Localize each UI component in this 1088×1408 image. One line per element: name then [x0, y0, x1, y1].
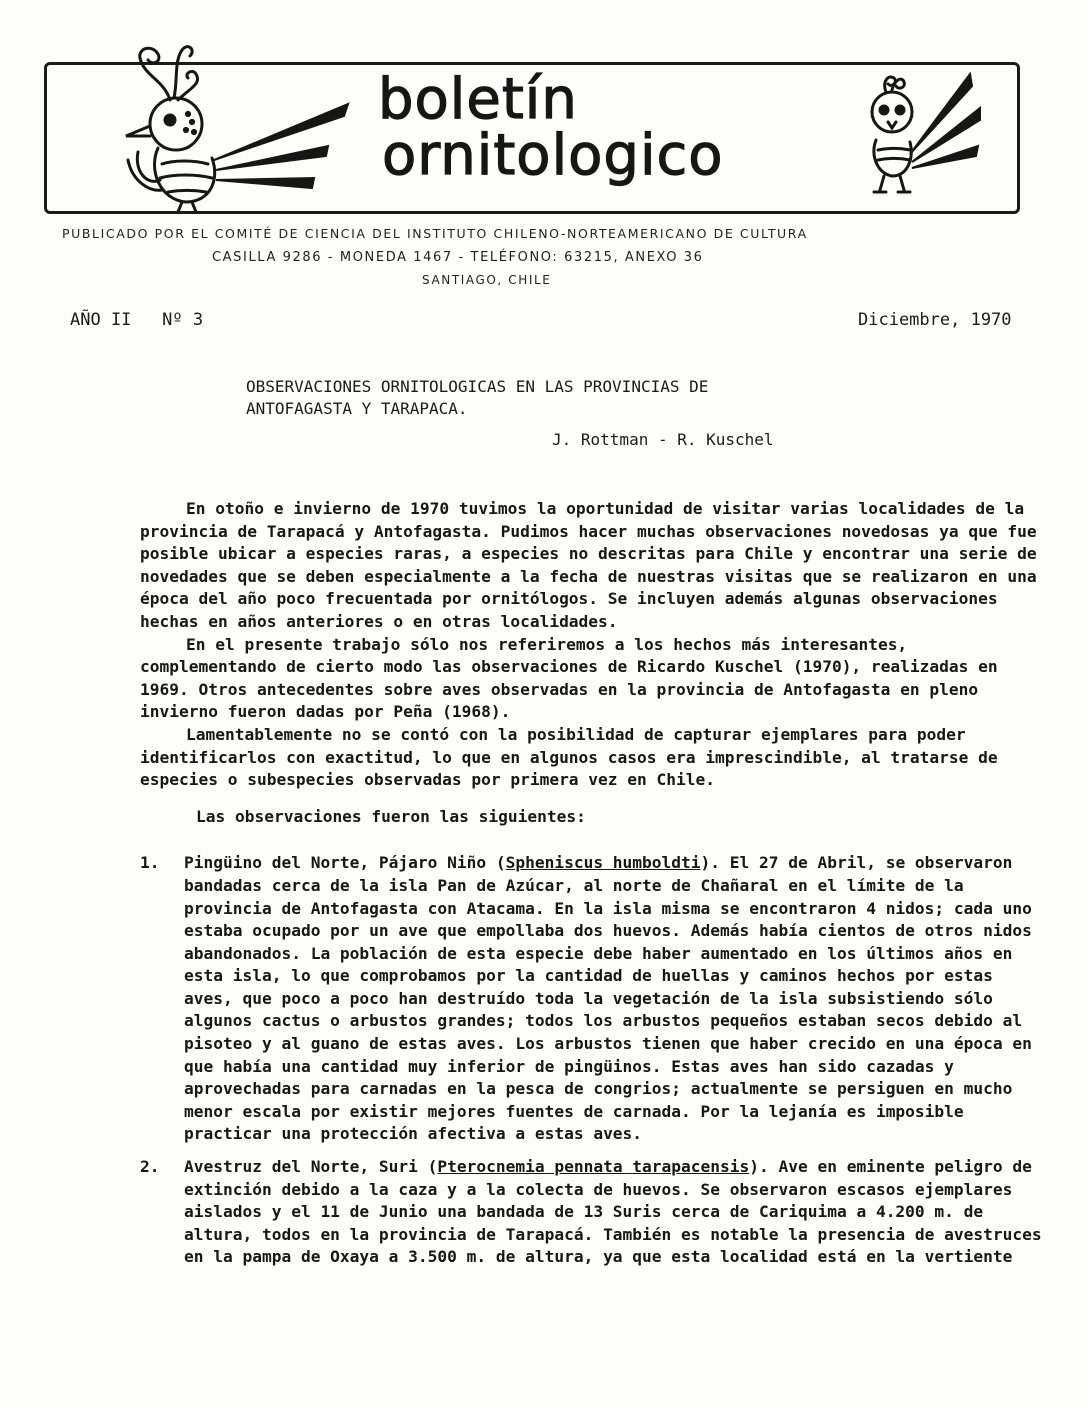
list-item — [140, 852, 1050, 1146]
list-item-text-post: ). El 27 de Abril, se observaron bandadas cerca de la isla Pan de Azúcar, al norte de Chañaral en el límite de la provincia de Antofagasta con Atacama. En la isla misma se encontraron 4 nidos; cada uno estaba ocupado por un ave que empollaba dos huevos. Además había cientos de otros nidos abandonados. La población de esta especie debe haber aumentado en los últimos años en esta isla, lo que comprobamos por la cantidad de huellas y caminos hechos por estas aves, que poco a poco han destruído toda la vegetación de la isla subsistiendo sólo algunos cactus o arbustos grandes; todos los arbustos pequeños estaban secos debido al pisoteo y al guano de estas aves. Los arbustos tienen que haber crecido en una época en que había una cantidad muy inferior de pingüinos. Estas aves han sido cazadas y aprovechadas para carnadas en la pesca de congrios; actualmente se persiguen en mucho menor escala por existir mejores fuentes de carnada. Por la lejanía es imposible practicar una protección afectiva a estas aves. — [184, 853, 1032, 1144]
masthead-title — [330, 67, 810, 188]
list-item-number: 1. — [140, 853, 160, 873]
list-item-number: 2. — [140, 1157, 160, 1177]
scientific-name: Pterocnemia pennata tarapacensis — [437, 1157, 750, 1177]
paragraph: En el presente trabajo sólo nos referiremos a los hechos más interesantes, complementando de cierto modo las observaciones de Ricardo Kuschel (1970), realizadas en 1969. Otros antecedentes sobre aves observadas en la provincia de Antofagasta en pleno invierno fueron dadas por Peña (1968). — [140, 634, 998, 722]
bird-logo-right-icon — [852, 68, 984, 200]
list-item-text-pre: Pingüino del Norte, Pájaro Niño ( — [184, 853, 506, 873]
masthead-title-line1: boletín — [378, 67, 578, 132]
masthead-title-line2: ornitologico — [382, 123, 724, 188]
issue-date: Diciembre, 1970 — [858, 310, 1012, 330]
paragraph: Lamentablemente no se contó con la posibilidad de capturar ejemplares para poder identificarlos con exactitud, lo que en algunos casos era imprescindible, al tratarse de especies o subespecies observadas por primera vez en Chile. — [140, 724, 998, 790]
list-item-text-post: ). Ave en eminente peligro de extinción debido a la caza y a la colecta de huevos. Se observaron escasos ejemplares aislados y el 11 de Junio una bandada de 13 Suris cerca de Cariquima a 4.200 m. de altura, todos en la provincia de Tarapacá. También es notable la presencia de avestruces en la pampa de Oxaya a 3.500 m. de altura, ya que esta localidad está en la vertiente — [184, 1157, 1042, 1267]
list-item — [140, 1156, 1050, 1269]
issue-number: AÑO II Nº 3 — [70, 310, 204, 330]
scientific-name: Spheniscus humboldti — [505, 853, 701, 873]
bird-logo-left-icon — [78, 40, 368, 215]
publisher-city: SANTIAGO, CHILE — [422, 273, 552, 287]
article-title — [246, 376, 846, 420]
article-body — [140, 498, 1050, 1279]
publisher-line1: PUBLICADO POR EL COMITÉ DE CIENCIA DEL INSTITUTO CHILENO-NORTEAMERICANO DE CULTURA — [62, 226, 808, 241]
article-title-line2: ANTOFAGASTA Y TARAPACA. — [246, 399, 468, 418]
article-title-line1: OBSERVACIONES ORNITOLOGICAS EN LAS PROVINCIAS DE — [246, 377, 709, 396]
paragraph: En otoño e invierno de 1970 tuvimos la oportunidad de visitar varias localidades de la provincia de Tarapacá y Antofagasta. Pudimos hacer muchas observaciones novedosas ya que fue posible ubicar a especies raras, a especies no descritas para Chile y encontrar una serie de novedades que se deben especialmente a la fecha de nuestras visitas que se realizaron en una época del año poco frecuentada por ornitólogos. Se incluyen además algunas observaciones hechas en años anteriores o en otras localidades. — [140, 499, 1037, 631]
list-item-text-pre: Avestruz del Norte, Suri ( — [184, 1157, 438, 1177]
observations-lead: Las observaciones fueron las siguientes: — [196, 806, 586, 826]
publisher-info — [40, 222, 1040, 290]
publisher-address: CASILLA 9286 - MONEDA 1467 - TELÉFONO: 63215, ANEXO 36 — [212, 250, 704, 265]
article-authors: J. Rottman - R. Kuschel — [552, 430, 774, 449]
